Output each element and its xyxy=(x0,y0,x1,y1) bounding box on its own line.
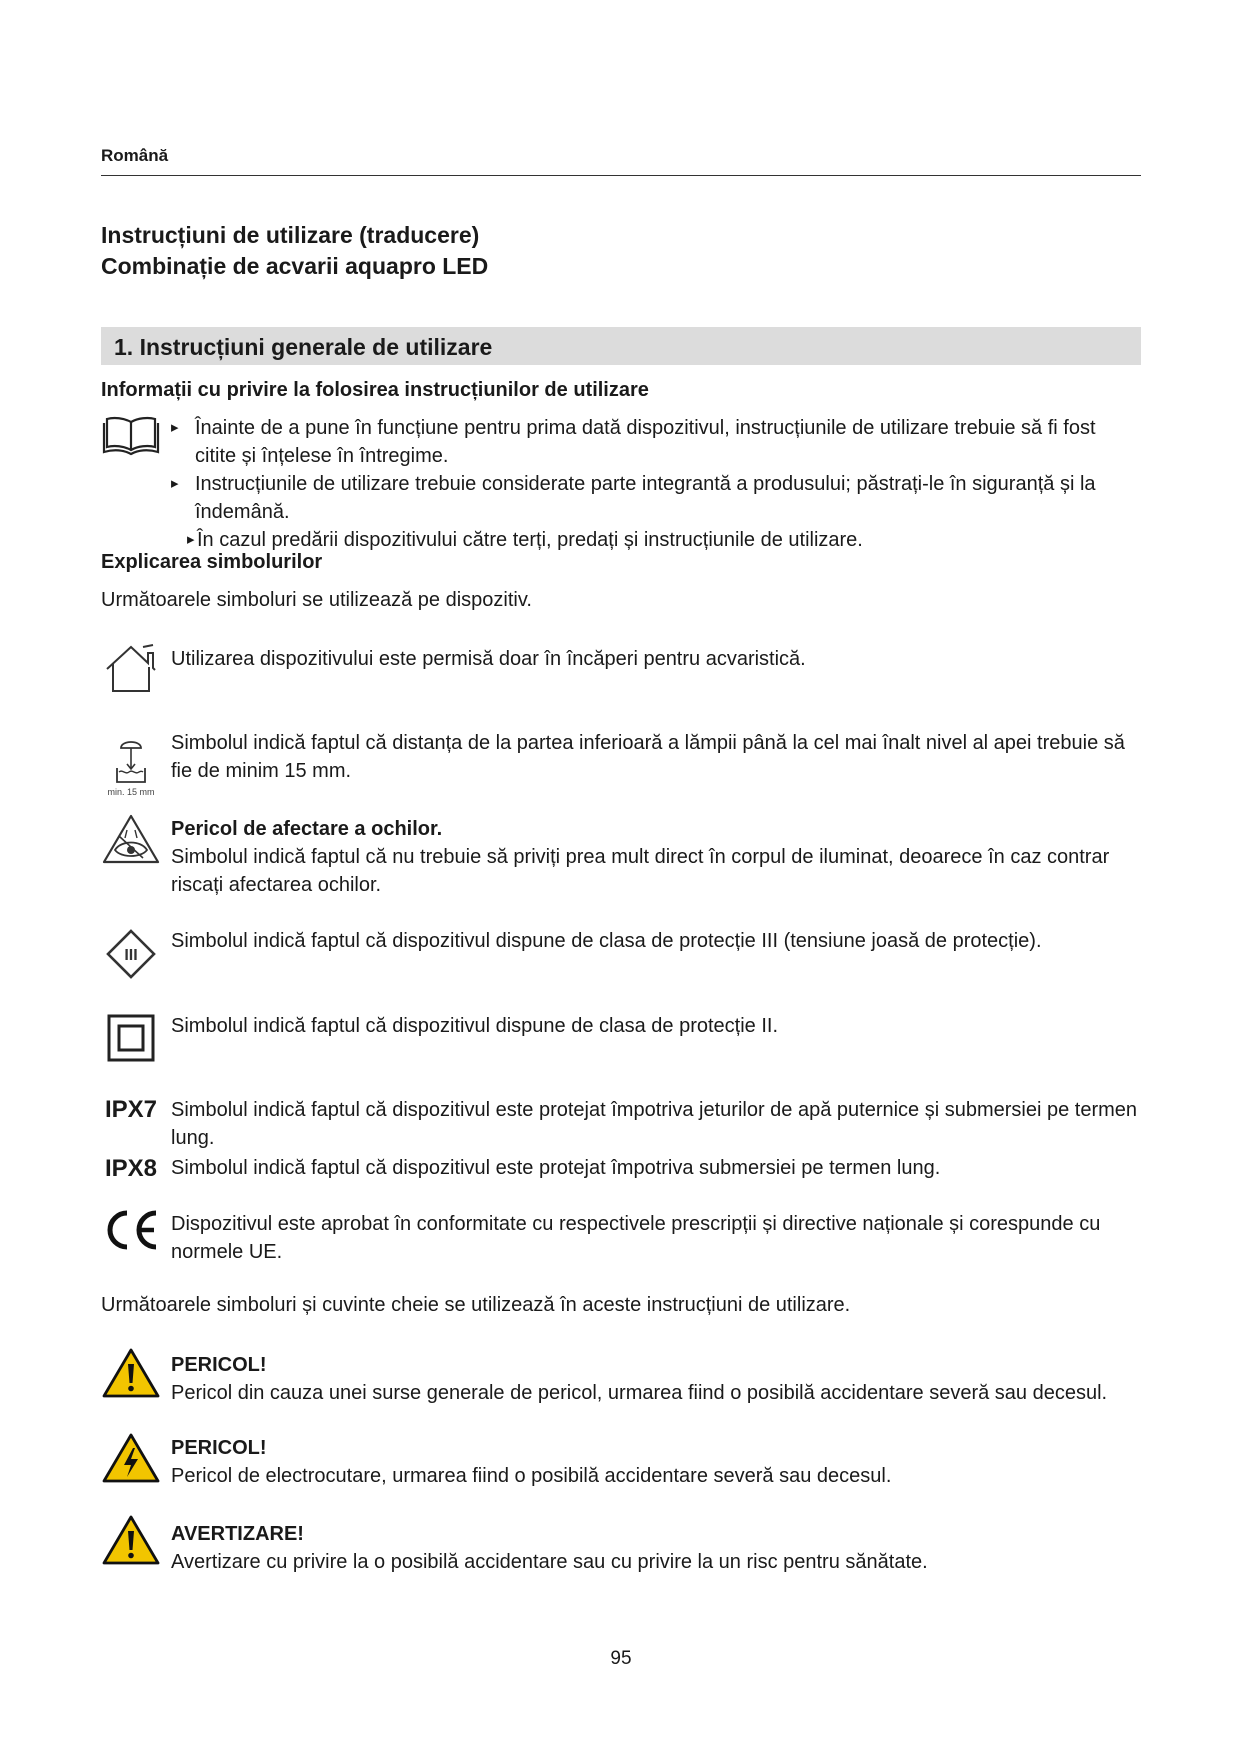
ipx7-icon: IPX7 xyxy=(104,1096,158,1123)
info-bullets xyxy=(171,414,1141,554)
indoor-house-icon xyxy=(101,640,161,696)
symbol-text: Simbolul indică faptul că dispozitivul dispune de clasa de protecție II. xyxy=(171,1015,779,1037)
symbol-text: Utilizarea dispozitivului este permisă doar în încăperi pentru acvaristică. xyxy=(171,648,806,670)
lamp-distance-label: min. 15 mm xyxy=(107,786,155,797)
warning-title: PERICOL! xyxy=(171,1437,267,1459)
lamp-distance-icon xyxy=(101,730,161,800)
protection-class-3-label: III xyxy=(124,947,138,964)
warning-text-block xyxy=(171,1520,1141,1576)
protection-class-3-icon xyxy=(101,925,161,983)
title-line-1: Instrucțiuni de utilizare (traducere) xyxy=(101,222,480,248)
symbol-text: Simbolul indică faptul că dispozitivul dispune de clasa de protecție III (tensiune joasă de protecție). xyxy=(171,930,1042,952)
language-label: Română xyxy=(101,146,169,165)
protection-class-2-icon xyxy=(101,1010,161,1066)
warning-text-block xyxy=(171,1351,1141,1407)
ipx8-icon: IPX8 xyxy=(104,1155,158,1182)
page-number: 95 xyxy=(610,1648,632,1669)
symbols-intro: Următoarele simboluri se utilizează pe dispozitiv. xyxy=(101,589,532,611)
warning-text: Pericol de electrocutare, urmarea fiind o posibilă accidentare severă sau decesul. xyxy=(171,1465,892,1487)
document-page xyxy=(101,0,1141,1754)
symbol-text: Simbolul indică faptul că distanța de la partea inferioară a lămpii până la cel mai înalt nivel al apei trebuie să fie de minim 15 mm. xyxy=(171,732,1125,782)
header-rule xyxy=(101,175,1141,176)
ce-mark-icon xyxy=(101,1205,161,1255)
symbol-text-block xyxy=(171,815,1141,899)
list-item: ▸ Înainte de a pune în funcțiune pentru prima dată dispozitivul, instrucțiunile de utilizare trebuie să fi fost citite și înțelese în întregime. xyxy=(171,414,1141,470)
list-item: ▸ În cazul predării dispozitivului către terți, predați și instrucțiunile de utilizare. xyxy=(187,526,1141,554)
warning-title: AVERTIZARE! xyxy=(171,1523,304,1545)
section-heading-bar xyxy=(101,327,1141,365)
eye-hazard-title: Pericol de afectare a ochilor. xyxy=(171,818,443,840)
eye-hazard-icon xyxy=(101,810,161,868)
manual-book-icon xyxy=(101,410,161,460)
warning-icon xyxy=(101,1512,161,1568)
section-heading: 1. Instrucțiuni generale de utilizare xyxy=(114,334,493,360)
warning-title: PERICOL! xyxy=(171,1354,267,1376)
document-title xyxy=(101,220,488,282)
info-heading: Informații cu privire la folosirea instrucțiunilor de utilizare xyxy=(101,379,649,401)
list-item: ▸ Instrucțiunile de utilizare trebuie considerate parte integrantă a produsului; păstrați-le în siguranță și la îndemână. xyxy=(171,470,1141,526)
warning-text-block xyxy=(171,1434,1141,1490)
keywords-intro: Următoarele simboluri și cuvinte cheie se utilizează în aceste instrucțiuni de utilizare. xyxy=(101,1294,851,1316)
title-line-2: Combinație de acvarii aquapro LED xyxy=(101,253,489,279)
warning-text: Pericol din cauza unei surse generale de pericol, urmarea fiind o posibilă accidentare severă sau decesul. xyxy=(171,1382,1108,1404)
electric-danger-icon xyxy=(101,1430,161,1486)
symbol-text: Dispozitivul este aprobat în conformitate cu respectivele prescripții și directive naționale și corespunde cu normele UE. xyxy=(171,1213,1101,1263)
symbol-text: Simbolul indică faptul că dispozitivul este protejat împotriva jeturilor de apă puternice și submersiei pe termen lung. xyxy=(171,1099,1138,1149)
symbol-text: Simbolul indică faptul că nu trebuie să priviți prea mult direct în corpul de iluminat, deoarece în caz contrar riscați afectarea ochilor. xyxy=(171,846,1110,896)
symbols-heading: Explicarea simbolurilor xyxy=(101,551,323,573)
general-danger-icon xyxy=(101,1345,161,1401)
warning-text: Avertizare cu privire la o posibilă accidentare sau cu privire la un risc pentru sănătate. xyxy=(171,1551,928,1573)
symbol-text: Simbolul indică faptul că dispozitivul este protejat împotriva submersiei pe termen lung. xyxy=(171,1157,941,1179)
